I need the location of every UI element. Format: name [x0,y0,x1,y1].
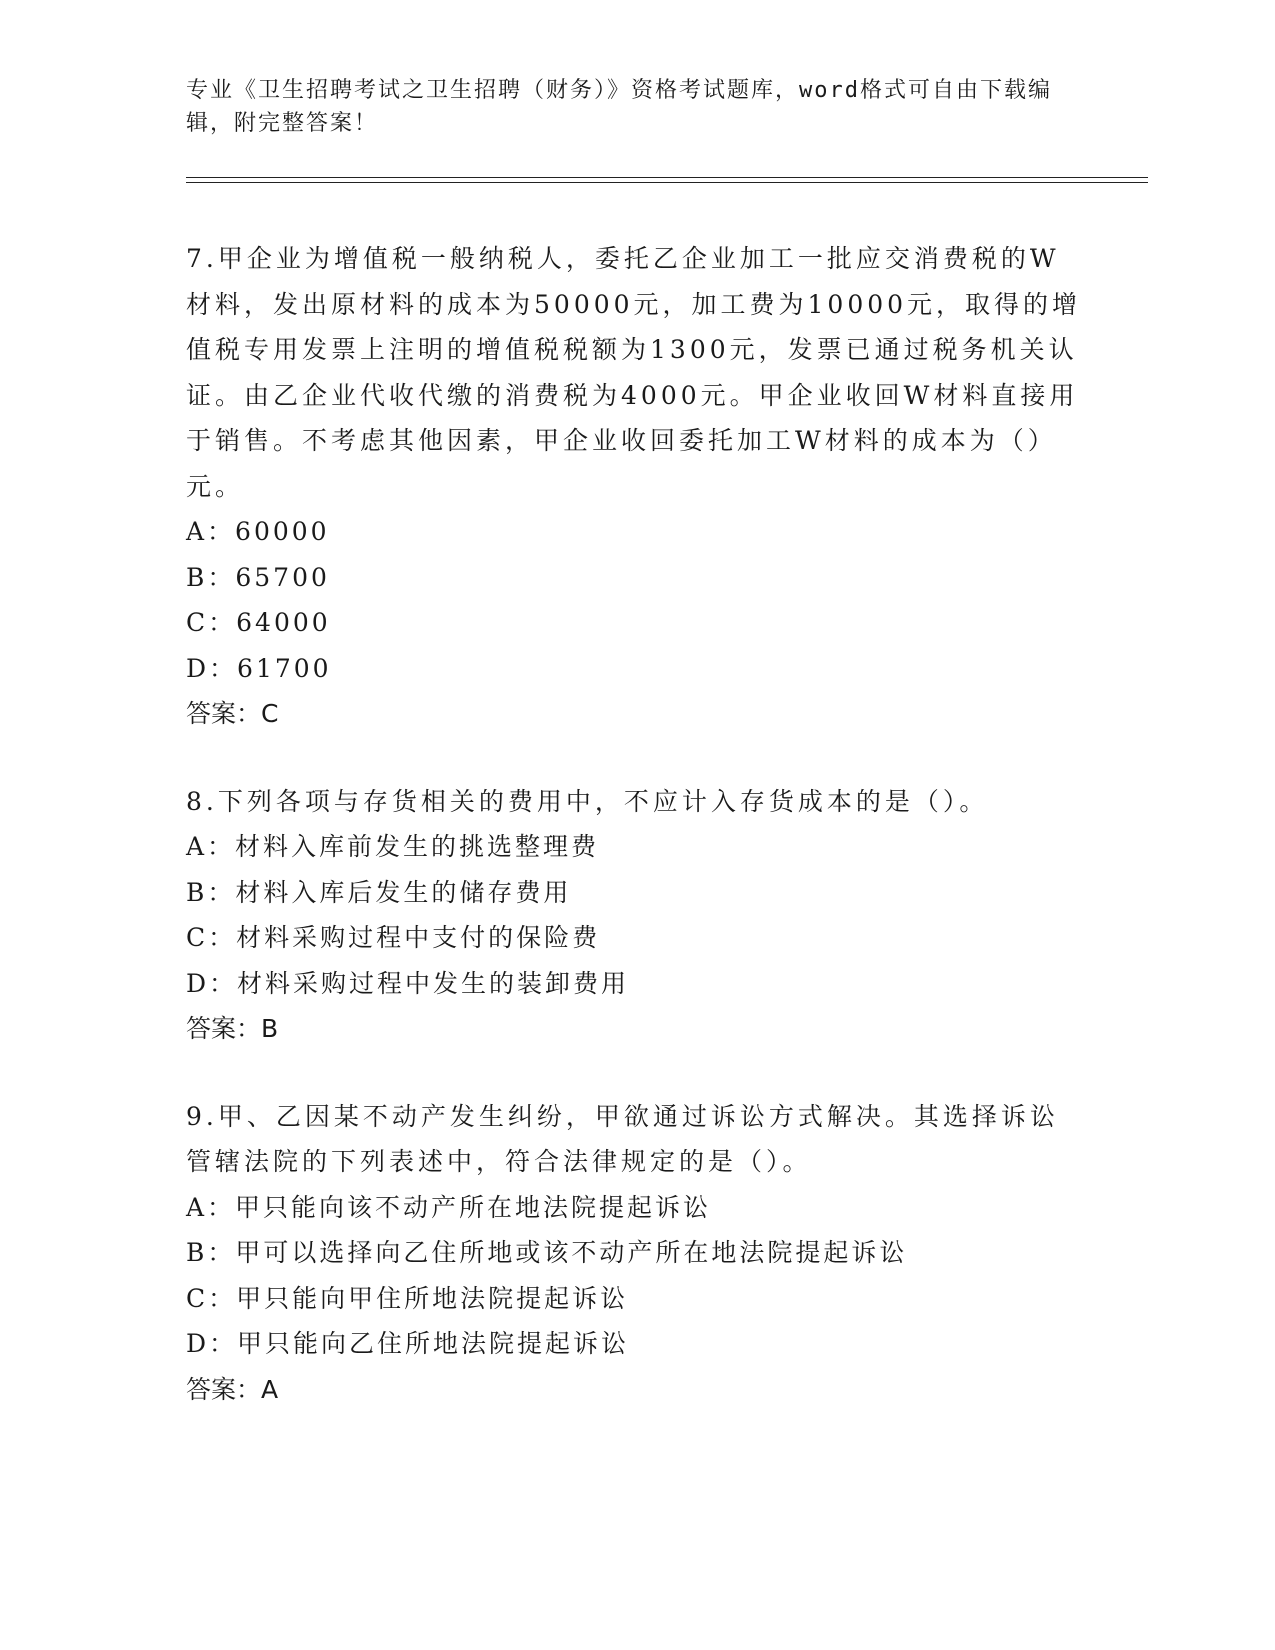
answer-line: 答案：B [186,1014,279,1043]
question-stem: 7.甲企业为增值税一般纳税人，委托乙企业加工一批应交消费税的W材料，发出原材料的成本为50000元，加工费为10000元，取得的增值税专用发票上注明的增值税税额为1300元，发票已通过税务机关认证。由乙企业代收代缴的消费税为4000元。甲企业收回W材料直接用于销售。不考虑其他因素，甲企业收回委托加工W材料的成本为（）元。 [186,244,1082,501]
question-8 [186,779,1086,1052]
question-stem: 8.下列各项与存货相关的费用中，不应计入存货成本的是（）。 [186,786,989,816]
answer-line: 答案：A [186,1374,279,1404]
header-divider [186,177,1148,183]
question-7 [186,236,1086,737]
option-b: B：材料入库后发生的储存费用 [186,877,572,907]
option-c: C：甲只能向甲住所地法院提起诉讼 [186,1283,629,1313]
question-list [186,236,1086,1454]
page-header: 专业《卫生招聘考试之卫生招聘（财务）》资格考试题库，word格式可自由下载编辑，附完整答案！ [186,78,1052,136]
option-d: D：材料采购过程中发生的装卸费用 [186,968,630,998]
answer-line: 答案：C [186,699,279,728]
option-d: D：61700 [186,653,332,683]
question-stem: 9.甲、乙因某不动产发生纠纷，甲欲通过诉讼方式解决。其选择诉讼管辖法院的下列表述中，符合法律规定的是（）。 [186,1101,1059,1176]
option-a: A：材料入库前发生的挑选整理费 [186,832,600,861]
option-a: A：60000 [186,517,330,546]
option-c: C：64000 [186,608,331,637]
question-9 [186,1094,1086,1413]
option-d: D：甲只能向乙住所地法院提起诉讼 [186,1329,630,1358]
option-b: B：甲可以选择向乙住所地或该不动产所在地法院提起诉讼 [186,1238,908,1267]
option-b: B：65700 [186,562,330,592]
option-c: C：材料采购过程中支付的保险费 [186,923,601,952]
option-a: A：甲只能向该不动产所在地法院提起诉讼 [186,1192,712,1222]
